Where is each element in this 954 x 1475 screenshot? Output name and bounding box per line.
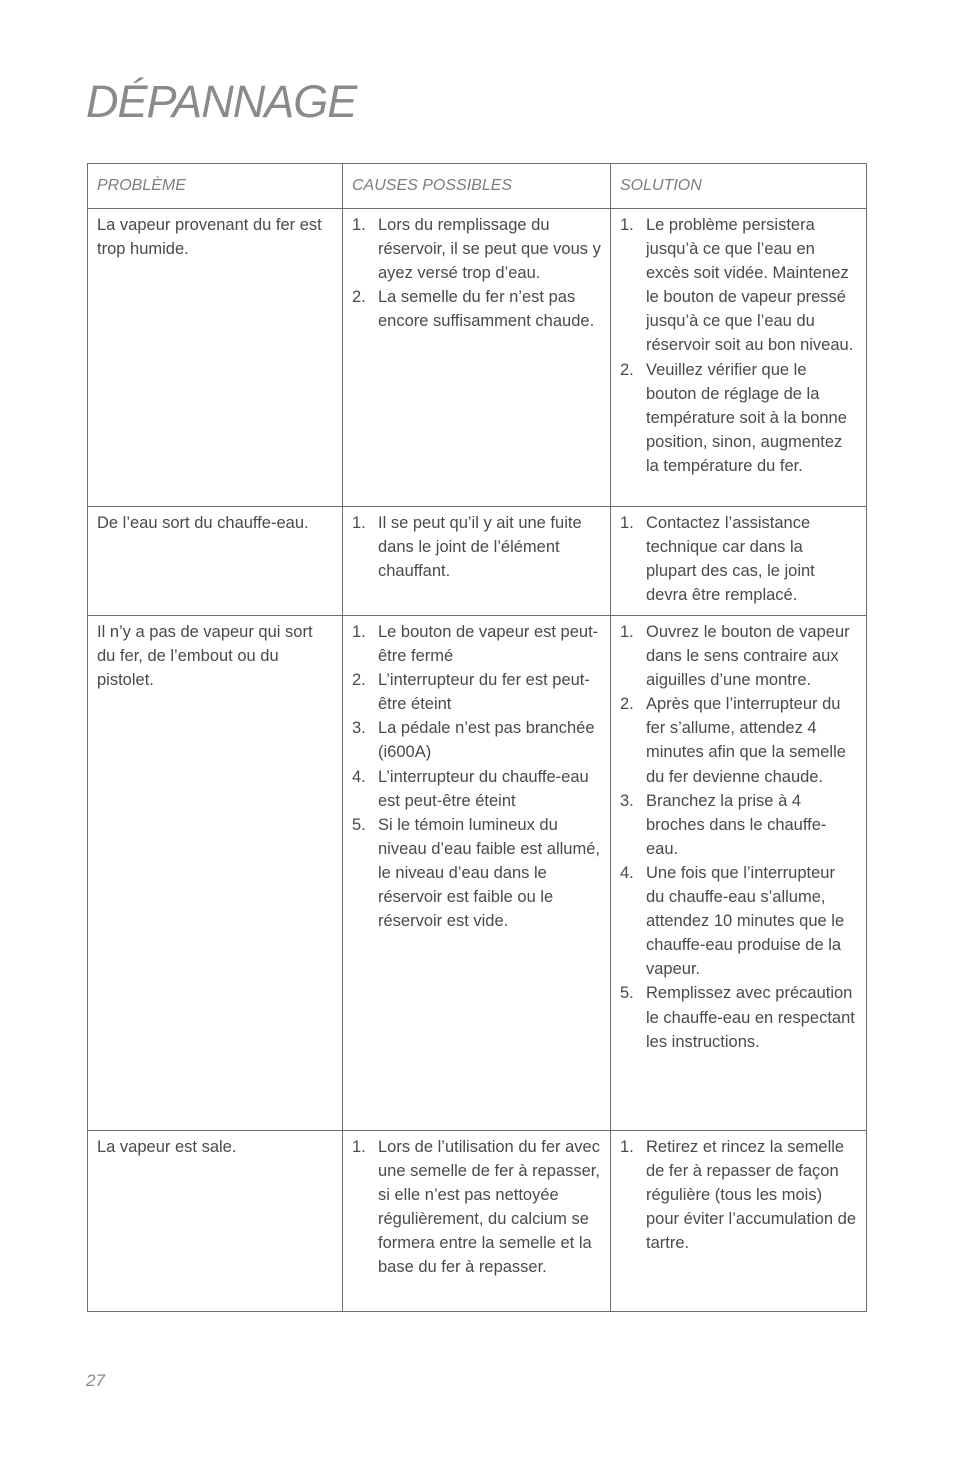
list-item: 1. Lors de l’utilisation du fer avec une semelle de fer à repasser, si elle n’est pas nettoyée régulièrement, du calcium se formera entre la semelle et la base du fer à repasser. xyxy=(352,1138,600,1277)
header-problem: PROBLÈME xyxy=(88,164,343,209)
table-row xyxy=(88,209,867,507)
list-item: 4. L’interrupteur du chauffe-eau est peut-être éteint xyxy=(352,767,589,810)
troubleshooting-table xyxy=(87,163,867,1312)
list-item: 2. L’interrupteur du fer est peut-être éteint xyxy=(352,671,590,714)
causes-cell xyxy=(343,616,611,1131)
solution-cell xyxy=(611,209,867,507)
table-row xyxy=(88,616,867,1131)
page-number: 27 xyxy=(86,1371,105,1390)
problem-cell: Il n’y a pas de vapeur qui sort du fer, de l’embout ou du pistolet. xyxy=(88,616,343,1131)
problem-cell: La vapeur est sale. xyxy=(88,1131,343,1312)
header-solution: SOLUTION xyxy=(611,164,867,209)
causes-cell xyxy=(343,209,611,507)
list-item: 1. Il se peut qu’il y ait une fuite dans le joint de l’élément chauffant. xyxy=(352,514,582,581)
list-item: 5. Remplissez avec précaution le chauffe-eau en respectant les instructions. xyxy=(620,984,855,1051)
solution-cell xyxy=(611,1131,867,1312)
table-header-row xyxy=(88,164,867,209)
list-item: 1. Le problème persistera jusqu’à ce que l’eau en excès soit vidée. Maintenez le bouton de vapeur pressé jusqu’à ce que l’eau du réservoir soit au bon niveau. xyxy=(620,216,854,355)
header-causes: CAUSES POSSIBLES xyxy=(343,164,611,209)
list-item: 3. Branchez la prise à 4 broches dans le chauffe-eau. xyxy=(620,791,827,858)
problem-cell: De l’eau sort du chauffe-eau. xyxy=(88,507,343,616)
table-row xyxy=(88,1131,867,1312)
page-title: DÉPANNAGE xyxy=(86,76,357,127)
list-item: 4. Une fois que l’interrupteur du chauffe-eau s’allume, attendez 10 minutes que le chauffe-eau produise de la vapeur. xyxy=(620,863,845,979)
list-item: 1. Lors du remplissage du réservoir, il se peut que vous y ayez versé trop d’eau. xyxy=(352,216,601,283)
list-item: 2. La semelle du fer n’est pas encore suffisamment chaude. xyxy=(352,288,595,331)
causes-cell xyxy=(343,507,611,616)
list-item: 1. Ouvrez le bouton de vapeur dans le sens contraire aux aiguilles d’une montre. xyxy=(620,623,850,690)
list-item: 3. La pédale n’est pas branchée (i600A) xyxy=(352,719,595,762)
list-item: 1. Retirez et rincez la semelle de fer à repasser de façon régulière (tous les mois) pour éviter l’accumulation de tartre. xyxy=(620,1138,857,1253)
solution-cell xyxy=(611,616,867,1131)
solution-cell xyxy=(611,507,867,616)
list-item: 2. Après que l’interrupteur du fer s’allume, attendez 4 minutes afin que la semelle du fer devienne chaude. xyxy=(620,695,846,786)
list-item: 1. Contactez l’assistance technique car dans la plupart des cas, le joint devra être remplacé. xyxy=(620,514,815,605)
list-item: 2. Veuillez vérifier que le bouton de réglage de la température soit à la bonne position, sinon, augmentez la température du fer. xyxy=(620,360,847,475)
causes-cell xyxy=(343,1131,611,1312)
list-item: 1. Le bouton de vapeur est peut-être fermé xyxy=(352,623,599,666)
problem-cell: La vapeur provenant du fer est trop humide. xyxy=(88,209,343,507)
list-item: 5. Si le témoin lumineux du niveau d’eau faible est allumé, le niveau d’eau dans le réservoir est faible ou le réservoir est vide. xyxy=(352,815,600,931)
table-row xyxy=(88,507,867,616)
